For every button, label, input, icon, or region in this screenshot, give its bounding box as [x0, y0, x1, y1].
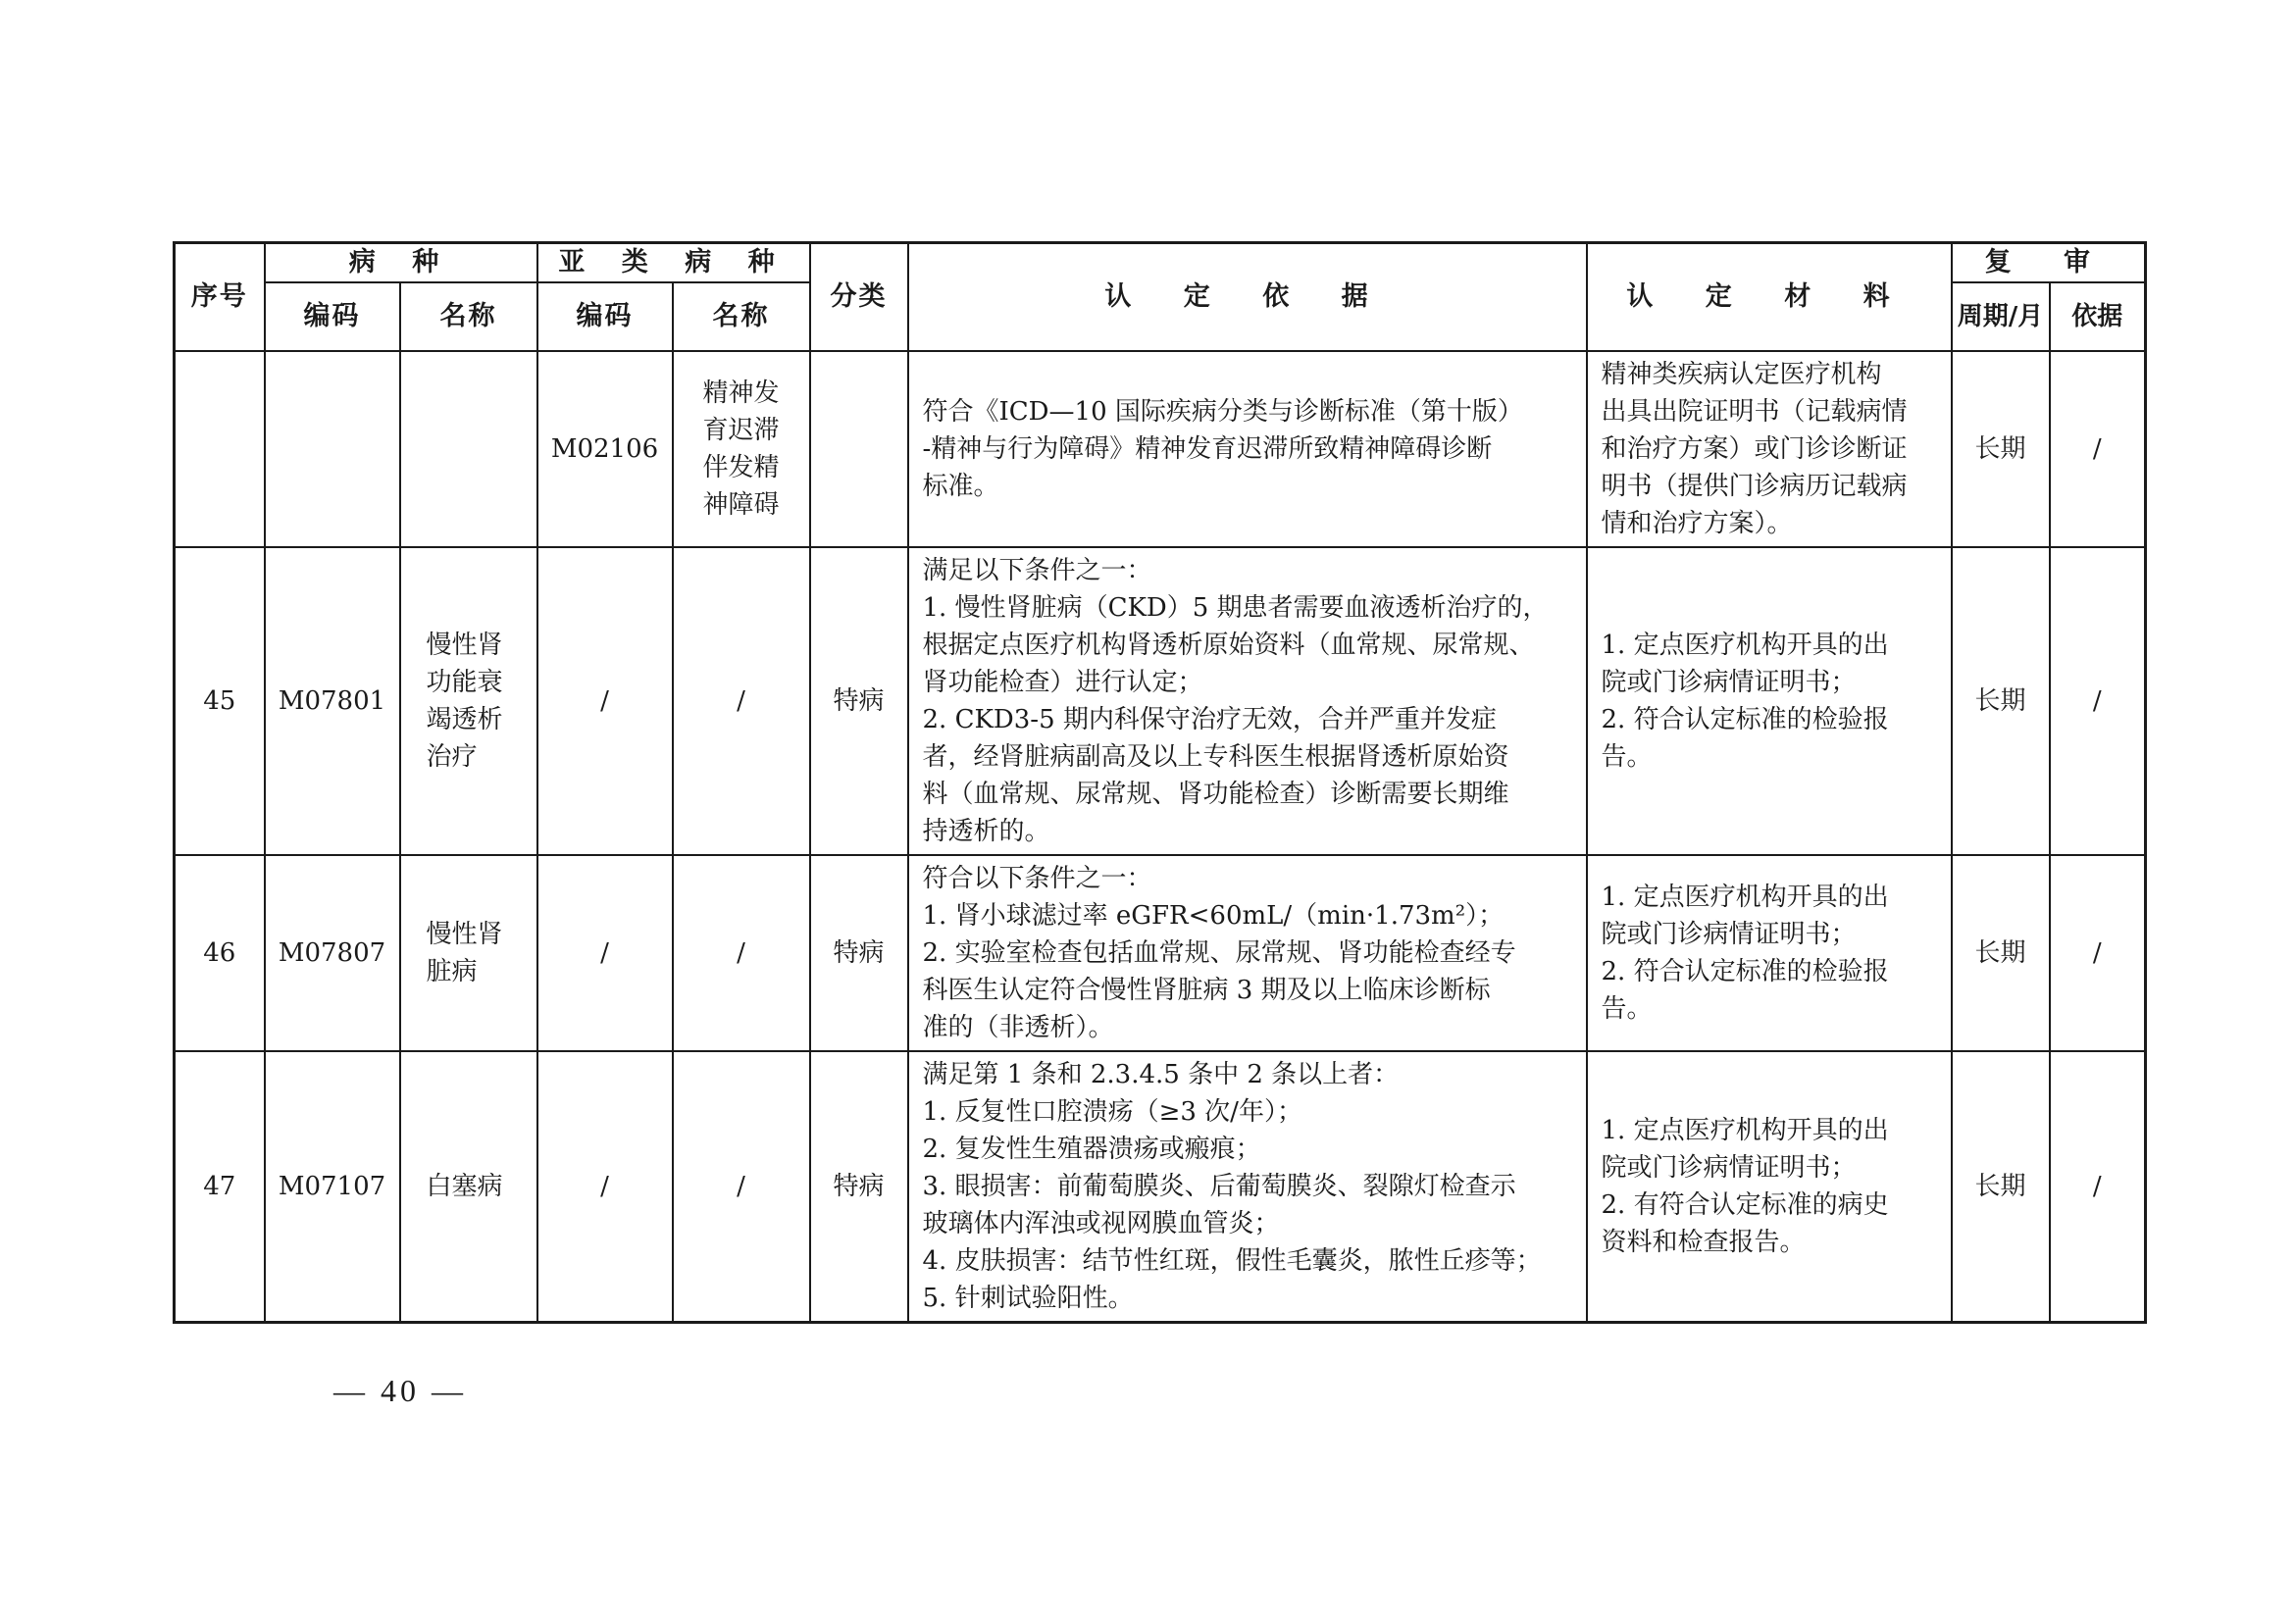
row-subtype-name — [673, 351, 810, 547]
row-basis-line: 料（血常规、尿常规、肾功能检查）诊断需要长期维 — [922, 780, 1509, 809]
row-materials — [1587, 547, 1952, 855]
row-review-basis: / — [2050, 351, 2146, 547]
row-materials-line: 和治疗方案）或门诊诊断证 — [1601, 434, 1908, 464]
row-basis-line: -精神与行为障碍》精神发育迟滞所致精神障碍诊断 — [922, 434, 1493, 464]
row-disease-name-line: 慢性肾 — [426, 920, 503, 949]
row-subtype-name-line: / — [737, 938, 745, 968]
header-seq: 序号 — [175, 243, 265, 352]
row-disease-name-line: 竭透析 — [426, 705, 503, 734]
row-subtype-name-line: / — [737, 1172, 745, 1201]
row-review-basis: / — [2050, 547, 2146, 855]
header-subtype-code: 编码 — [537, 282, 673, 351]
row-disease-name-line: 白塞病 — [426, 1172, 503, 1201]
table-row — [175, 855, 2146, 1051]
row-materials — [1587, 1051, 1952, 1323]
row-subtype-name-line: 育迟滞 — [702, 416, 780, 445]
row-subtype-code: / — [537, 1051, 673, 1323]
row-subtype-name — [673, 547, 810, 855]
row-category — [810, 351, 908, 547]
row-materials-line: 1. 定点医疗机构开具的出 — [1601, 1116, 1889, 1145]
row-seq: 47 — [175, 1051, 265, 1323]
row-seq — [175, 351, 265, 547]
row-review-period: 长期 — [1952, 547, 2050, 855]
header-disease-group: 病 种 — [265, 243, 537, 283]
row-basis-line: 2. 实验室检查包括血常规、尿常规、肾功能检查经专 — [922, 938, 1516, 968]
header-disease-name: 名称 — [400, 282, 537, 351]
row-basis-line: 3. 眼损害：前葡萄膜炎、后葡萄膜炎、裂隙灯检查示 — [922, 1172, 1516, 1201]
row-basis — [908, 1051, 1587, 1323]
row-basis-line: 满足第 1 条和 2.3.4.5 条中 2 条以上者： — [922, 1060, 1400, 1089]
row-materials-line: 明书（提供门诊病历记载病 — [1601, 472, 1908, 501]
table-row — [175, 1051, 2146, 1323]
row-basis-line: 4. 皮肤损害：结节性红斑，假性毛囊炎，脓性丘疹等； — [922, 1246, 1542, 1276]
row-basis-line: 1. 慢性肾脏病（CKD）5 期患者需要血液透析治疗的， — [922, 593, 1549, 623]
row-subtype-name-line: 精神发 — [702, 379, 780, 408]
row-subtype-name-line: 神障碍 — [702, 490, 780, 520]
row-review-basis: / — [2050, 855, 2146, 1051]
row-category: 特病 — [810, 1051, 908, 1323]
row-materials-line: 院或门诊病情证明书； — [1601, 1153, 1857, 1183]
row-subtype-code: M02106 — [537, 351, 673, 547]
row-materials-line: 2. 有符合认定标准的病史 — [1601, 1190, 1889, 1220]
row-subtype-code: / — [537, 855, 673, 1051]
row-subtype-code: / — [537, 547, 673, 855]
row-basis-line: 玻璃体内浑浊或视网膜血管炎； — [922, 1209, 1280, 1238]
header-subtype-name: 名称 — [673, 282, 810, 351]
row-review-period: 长期 — [1952, 1051, 2050, 1323]
row-disease-code: M07801 — [265, 547, 400, 855]
table-row — [175, 351, 2146, 547]
row-basis-line: 5. 针刺试验阳性。 — [922, 1284, 1134, 1313]
header-review-period: 周期/月 — [1952, 282, 2050, 351]
row-basis-line: 符合以下条件之一： — [922, 864, 1152, 893]
row-materials — [1587, 855, 1952, 1051]
row-materials-line: 精神类疾病认定医疗机构 — [1601, 360, 1882, 389]
row-basis-line: 1. 肾小球滤过率 eGFR<60mL/（min·1.73m²）； — [922, 901, 1505, 931]
header-category: 分类 — [810, 243, 908, 352]
row-subtype-name-line: / — [737, 686, 745, 716]
table-row — [175, 547, 2146, 855]
row-basis-line: 符合《ICD—10 国际疾病分类与诊断标准（第十版） — [922, 397, 1523, 427]
row-review-period: 长期 — [1952, 855, 2050, 1051]
row-disease-name — [400, 547, 537, 855]
row-subtype-name — [673, 1051, 810, 1323]
row-review-basis: / — [2050, 1051, 2146, 1323]
row-materials-line: 1. 定点医疗机构开具的出 — [1601, 631, 1889, 660]
row-materials-line: 2. 符合认定标准的检验报 — [1601, 957, 1889, 986]
row-category: 特病 — [810, 547, 908, 855]
row-basis-line: 肾功能检查）进行认定； — [922, 668, 1203, 697]
row-disease-code: M07107 — [265, 1051, 400, 1323]
row-basis-line: 2. 复发性生殖器溃疡或瘢痕； — [922, 1135, 1261, 1164]
row-basis-line: 2. CKD3-5 期内科保守治疗无效，合并严重并发症 — [922, 705, 1497, 734]
row-basis — [908, 855, 1587, 1051]
header-disease-code: 编码 — [265, 282, 400, 351]
row-basis-line: 标准。 — [922, 472, 999, 501]
row-materials-line: 情和治疗方案）。 — [1601, 509, 1793, 538]
row-materials-line: 告。 — [1601, 742, 1653, 772]
row-materials-line: 1. 定点医疗机构开具的出 — [1601, 883, 1889, 912]
row-basis-line: 准的（非透析）。 — [922, 1013, 1114, 1042]
header-review-basis: 依据 — [2050, 282, 2146, 351]
row-materials — [1587, 351, 1952, 547]
header-subtype-group: 亚 类 病 种 — [537, 243, 810, 283]
row-seq: 46 — [175, 855, 265, 1051]
row-basis — [908, 351, 1587, 547]
eligibility-table — [173, 241, 2147, 1324]
row-subtype-name-line: 伴发精 — [702, 453, 780, 482]
header-materials: 认 定 材 料 — [1587, 243, 1952, 352]
header-review-group: 复 审 — [1952, 243, 2146, 283]
row-basis-line: 根据定点医疗机构肾透析原始资料（血常规、尿常规、 — [922, 631, 1535, 660]
row-basis-line: 持透析的。 — [922, 817, 1050, 846]
row-materials-line: 2. 符合认定标准的检验报 — [1601, 705, 1889, 734]
row-disease-code: M07807 — [265, 855, 400, 1051]
row-disease-name — [400, 351, 537, 547]
row-disease-name — [400, 1051, 537, 1323]
row-materials-line: 资料和检查报告。 — [1601, 1228, 1806, 1257]
row-basis-line: 者，经肾脏病副高及以上专科医生根据肾透析原始资 — [922, 742, 1509, 772]
page-number: — 40 — — [333, 1373, 467, 1408]
row-materials-line: 院或门诊病情证明书； — [1601, 668, 1857, 697]
row-materials-line: 院或门诊病情证明书； — [1601, 920, 1857, 949]
row-disease-name-line: 治疗 — [426, 742, 478, 772]
row-disease-code — [265, 351, 400, 547]
row-materials-line: 出具出院证明书（记载病情 — [1601, 397, 1908, 427]
row-disease-name-line: 慢性肾 — [426, 631, 503, 660]
row-seq: 45 — [175, 547, 265, 855]
row-disease-name-line: 脏病 — [426, 957, 478, 986]
header-basis: 认 定 依 据 — [908, 243, 1587, 352]
row-basis-line: 科医生认定符合慢性肾脏病 3 期及以上临床诊断标 — [922, 976, 1491, 1005]
row-disease-name-line: 功能衰 — [426, 668, 503, 697]
row-review-period: 长期 — [1952, 351, 2050, 547]
row-disease-name — [400, 855, 537, 1051]
row-basis — [908, 547, 1587, 855]
row-category: 特病 — [810, 855, 908, 1051]
row-subtype-name — [673, 855, 810, 1051]
row-basis-line: 1. 反复性口腔溃疡（≥3 次/年）； — [922, 1097, 1302, 1127]
row-basis-line: 满足以下条件之一： — [922, 556, 1152, 585]
row-materials-line: 告。 — [1601, 994, 1653, 1024]
